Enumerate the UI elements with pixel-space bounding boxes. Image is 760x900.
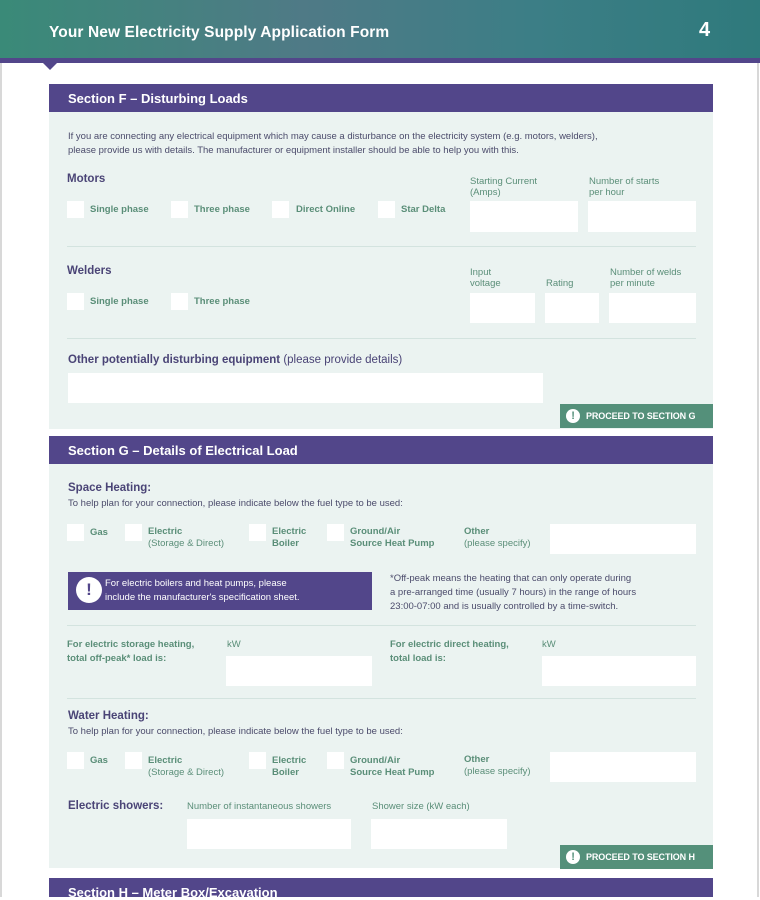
motors-star-delta-checkbox[interactable] (378, 201, 395, 218)
water-boiler-label: Electric Boiler (272, 755, 307, 778)
header-notch (43, 63, 57, 70)
space-electric-checkbox[interactable] (125, 524, 142, 541)
space-other-input[interactable] (550, 524, 696, 554)
shower-size-input[interactable] (371, 819, 507, 849)
storage-kw-unit: kW (227, 639, 241, 650)
water-gas-label: Gas (90, 755, 108, 766)
starting-current-input[interactable] (470, 201, 578, 232)
motors-single-phase-checkbox[interactable] (67, 201, 84, 218)
divider (67, 338, 696, 339)
section-f-header: Section F – Disturbing Loads (49, 84, 713, 112)
welds-per-minute-label: Number of welds per minute (610, 267, 682, 289)
motors-single-phase-label: Single phase (90, 204, 149, 215)
electric-showers-heading: Electric showers: (68, 800, 164, 812)
alert-icon: ! (566, 850, 580, 864)
space-boiler-label: Electric Boiler (272, 526, 307, 549)
water-other-label: Other (please specify) (464, 754, 531, 777)
starts-per-hour-label: Number of starts per hour (589, 176, 660, 198)
section-f-intro-2: please provide us with details. The manufacturer or equipment installer should be able to help you with this. (68, 145, 519, 156)
storage-load-label: For electric storage heating, total off-peak* load is: (67, 639, 195, 664)
space-heat-pump-label: Ground/Air Source Heat Pump (350, 526, 435, 549)
section-f-intro-1: If you are connecting any electrical equipment which may cause a disturbance on the electricity system (e.g. motors, welders), (68, 131, 598, 142)
motors-direct-online-label: Direct Online (296, 204, 356, 215)
rating-input[interactable] (545, 293, 599, 323)
header-rule (0, 58, 760, 63)
space-heat-pump-checkbox[interactable] (327, 524, 344, 541)
manufacturer-note (68, 572, 372, 610)
shower-count-input[interactable] (187, 819, 351, 849)
other-equipment-heading: Other potentially disturbing equipment (please provide details) (68, 354, 403, 366)
section-g-header: Section G – Details of Electrical Load (49, 436, 713, 464)
direct-load-input[interactable] (542, 656, 696, 686)
proceed-to-section-h-button[interactable] (560, 845, 713, 869)
motors-star-delta-label: Star Delta (401, 204, 446, 215)
input-voltage-label: Input voltage (470, 267, 501, 289)
shower-size-label: Shower size (kW each) (372, 801, 470, 812)
proceed-g-label: PROCEED TO SECTION G (586, 411, 696, 421)
rating-label: Rating (546, 278, 574, 289)
welders-three-phase-label: Three phase (194, 296, 250, 307)
space-heating-heading: Space Heating: (68, 482, 152, 494)
starting-current-label: Starting Current (Amps) (470, 176, 538, 198)
divider (67, 625, 696, 626)
welders-heading: Welders (67, 265, 112, 277)
water-other-input[interactable] (550, 752, 696, 782)
water-heating-help: To help plan for your connection, please indicate below the fuel type to be used: (68, 726, 403, 737)
divider (67, 246, 696, 247)
water-heat-pump-label: Ground/Air Source Heat Pump (350, 755, 435, 778)
note-text: For electric boilers and heat pumps, please include the manufacturer's specification sheet. (105, 578, 300, 603)
space-gas-label: Gas (90, 527, 108, 538)
page-number: 4 (699, 19, 711, 41)
motors-heading: Motors (67, 173, 106, 185)
motors-three-phase-label: Three phase (194, 204, 250, 215)
welds-per-minute-input[interactable] (609, 293, 696, 323)
form-title: Your New Electricity Supply Application Form (49, 24, 390, 41)
water-heat-pump-checkbox[interactable] (327, 752, 344, 769)
input-voltage-input[interactable] (470, 293, 535, 323)
section-h-header: Section H – Meter Box/Excavation (49, 878, 713, 897)
direct-kw-unit: kW (542, 639, 556, 650)
starts-per-hour-input[interactable] (588, 201, 696, 232)
welders-single-phase-label: Single phase (90, 296, 149, 307)
welders-three-phase-checkbox[interactable] (171, 293, 188, 310)
water-electric-checkbox[interactable] (125, 752, 142, 769)
welders-single-phase-checkbox[interactable] (67, 293, 84, 310)
alert-icon: ! (76, 577, 102, 603)
alert-icon: ! (566, 409, 580, 423)
water-electric-label: Electric (Storage & Direct) (148, 755, 225, 778)
divider (67, 698, 696, 699)
space-electric-label: Electric (Storage & Direct) (148, 526, 225, 549)
page-header (0, 0, 760, 58)
space-boiler-checkbox[interactable] (249, 524, 266, 541)
proceed-h-label: PROCEED TO SECTION H (586, 852, 695, 862)
space-gas-checkbox[interactable] (67, 524, 84, 541)
space-other-label: Other (please specify) (464, 526, 531, 549)
space-heating-help: To help plan for your connection, please indicate below the fuel type to be used: (68, 498, 403, 509)
water-gas-checkbox[interactable] (67, 752, 84, 769)
direct-load-label: For electric direct heating, total load is: (390, 639, 509, 664)
water-boiler-checkbox[interactable] (249, 752, 266, 769)
page-border-left (0, 63, 2, 897)
proceed-to-section-g-button[interactable] (560, 404, 713, 428)
shower-count-label: Number of instantaneous showers (187, 801, 332, 812)
motors-direct-online-checkbox[interactable] (272, 201, 289, 218)
other-equipment-input[interactable] (68, 373, 543, 403)
storage-load-input[interactable] (226, 656, 372, 686)
water-heating-heading: Water Heating: (68, 710, 149, 722)
offpeak-note: *Off-peak means the heating that can only operate during a pre-arranged time (usually 7 hours) in the range of hours 23:00-07:00 and is usually controlled by a time-switch. (390, 573, 637, 612)
page-border-right (757, 63, 759, 897)
motors-three-phase-checkbox[interactable] (171, 201, 188, 218)
